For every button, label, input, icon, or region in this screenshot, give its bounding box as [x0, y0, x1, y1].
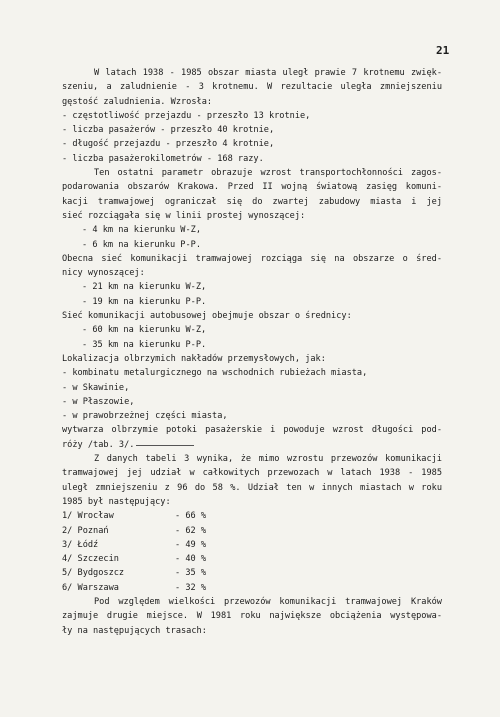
text-line-content: - długość przejazdu - przeszło 4 krotnie,: [62, 139, 275, 150]
text-line: [62, 309, 442, 323]
text-line-content: sieć rozciągała się w linii prostej wynoszącej:: [62, 210, 306, 221]
city-name: 2/ Poznań: [62, 525, 109, 536]
text-line: [62, 395, 442, 409]
text-line: [62, 123, 442, 137]
text-line-content: wytwarza olbrzymie potoki pasażerskie i powoduje wzrost długości pod-: [62, 425, 442, 436]
text-line: [62, 137, 442, 151]
list-item: [62, 552, 442, 566]
text-line: [62, 66, 442, 80]
text-line: [62, 109, 442, 123]
list-item: [62, 538, 442, 552]
text-line-content: zajmuje drugie miejsce. W 1981 roku największe obciążenia występowa-: [62, 611, 442, 622]
text-line-content: - 60 km na kierunku W-Z,: [82, 325, 207, 336]
text-line: [62, 595, 442, 609]
text-line: [62, 381, 442, 395]
city-name: 1/ Wrocław: [62, 511, 114, 522]
text-line-content: - 6 km na kierunku P-P.: [82, 239, 201, 250]
text-line: [62, 223, 442, 237]
paragraph-block-main: [62, 66, 442, 509]
text-line-content: Obecna sieć komunikacji tramwajowej rozciąga się na obszarze o śred-: [62, 253, 442, 264]
text-line-content: nicy wynoszącej:: [62, 268, 145, 279]
city-share-value: - 66 %: [175, 511, 207, 522]
text-line-content: Z danych tabeli 3 wynika, że mimo wzrostu przewozów komunikacji: [94, 454, 442, 465]
text-line: [62, 495, 442, 509]
text-line-content: - 21 km na kierunku W-Z,: [82, 282, 207, 293]
text-line: [62, 338, 442, 352]
text-line-content: - kombinatu metalurgicznego na wschodnich rubieżach miasta,: [62, 368, 368, 379]
text-line: [62, 295, 442, 309]
text-line: [62, 624, 442, 638]
text-line-content: - 19 km na kierunku P-P.: [82, 296, 207, 307]
text-line-content: róży /tab. 3/.: [62, 439, 135, 450]
underline-mark: [136, 445, 194, 446]
text-line: [62, 409, 442, 423]
text-line-content: Sieć komunikacji autobusowej obejmuje obszar o średnicy:: [62, 311, 352, 322]
text-line-content: kacji tramwajowej ograniczał się do zwartej zabudowy miasta i jej: [62, 196, 442, 207]
page-number: 21: [436, 44, 450, 57]
text-line-content: - w prawobrzeżnej części miasta,: [62, 411, 228, 422]
text-line-content: ły na następujących trasach:: [62, 625, 207, 636]
text-line: [62, 438, 442, 452]
text-line: [62, 466, 442, 480]
text-line: [62, 266, 442, 280]
list-item: [62, 509, 442, 523]
text-line-content: Lokalizacja olbrzymich nakładów przemysłowych, jak:: [62, 353, 326, 364]
city-name: 4/ Szczecin: [62, 554, 119, 565]
text-line-content: Ten ostatni parametr obrazuje wzrost transportochłonności zagos-: [94, 168, 442, 179]
text-line-content: - 4 km na kierunku W-Z,: [82, 225, 201, 236]
city-share-value: - 35 %: [175, 568, 207, 579]
text-line: [62, 195, 442, 209]
city-share-value: - 62 %: [175, 525, 207, 536]
text-line: [62, 280, 442, 294]
text-line-content: - liczba pasażerokilometrów - 168 razy.: [62, 153, 264, 164]
text-line-content: W latach 1938 - 1985 obszar miasta uległ prawie 7 krotnemu zwięk-: [94, 68, 442, 78]
text-line: [62, 152, 442, 166]
text-line-content: - częstotliwość przejazdu - przeszło 13 krotnie,: [62, 110, 311, 121]
text-line: [62, 352, 442, 366]
text-line: [62, 452, 442, 466]
text-line-content: - w Płaszowie,: [62, 396, 135, 407]
text-line: [62, 366, 442, 380]
text-line: [62, 95, 442, 109]
text-line-content: szeniu, a zaludnienie - 3 krotnemu. W rezultacie uległa zmniejszeniu: [62, 82, 442, 93]
city-share-value: - 40 %: [175, 554, 207, 565]
text-line-content: - liczba pasażerów - przeszło 40 krotnie,: [62, 125, 275, 136]
city-share-list: [62, 509, 442, 595]
text-line: [62, 209, 442, 223]
text-line-content: uległ zmniejszeniu z 96 do 58 %. Udział ten w innych miastach w roku: [62, 482, 442, 493]
paragraph-block-closing: [62, 595, 442, 638]
city-share-value: - 32 %: [175, 582, 207, 593]
list-item: [62, 581, 442, 595]
text-line-content: gęstość zaludnienia. Wzrosła:: [62, 96, 213, 107]
text-line: [62, 481, 442, 495]
city-name: 6/ Warszawa: [62, 582, 119, 593]
text-line-content: - 35 km na kierunku P-P.: [82, 339, 207, 350]
body-text: [62, 66, 442, 638]
city-name: 5/ Bydgoszcz: [62, 568, 125, 579]
text-line-content: 1985 był następujący:: [62, 496, 171, 507]
city-share-value: - 49 %: [175, 539, 207, 550]
text-line-content: - w Skawinie,: [62, 382, 130, 393]
text-line: [62, 238, 442, 252]
text-line: [62, 609, 442, 623]
text-line-content: tramwajowej jej udział w całkowitych przewozach w latach 1938 - 1985: [62, 468, 442, 479]
text-line-content: Pod względem wielkości przewozów komunikacji tramwajowej Kraków: [94, 596, 442, 607]
city-name: 3/ Łódź: [62, 539, 99, 550]
text-line: [62, 323, 442, 337]
list-item: [62, 566, 442, 580]
text-line: [62, 180, 442, 194]
list-item: [62, 524, 442, 538]
text-line: [62, 80, 442, 94]
text-line-content: podarowania obszarów Krakowa. Przed II wojną światową zasięg komuni-: [62, 182, 442, 193]
text-line: [62, 166, 442, 180]
text-line: [62, 423, 442, 437]
text-line: [62, 252, 442, 266]
